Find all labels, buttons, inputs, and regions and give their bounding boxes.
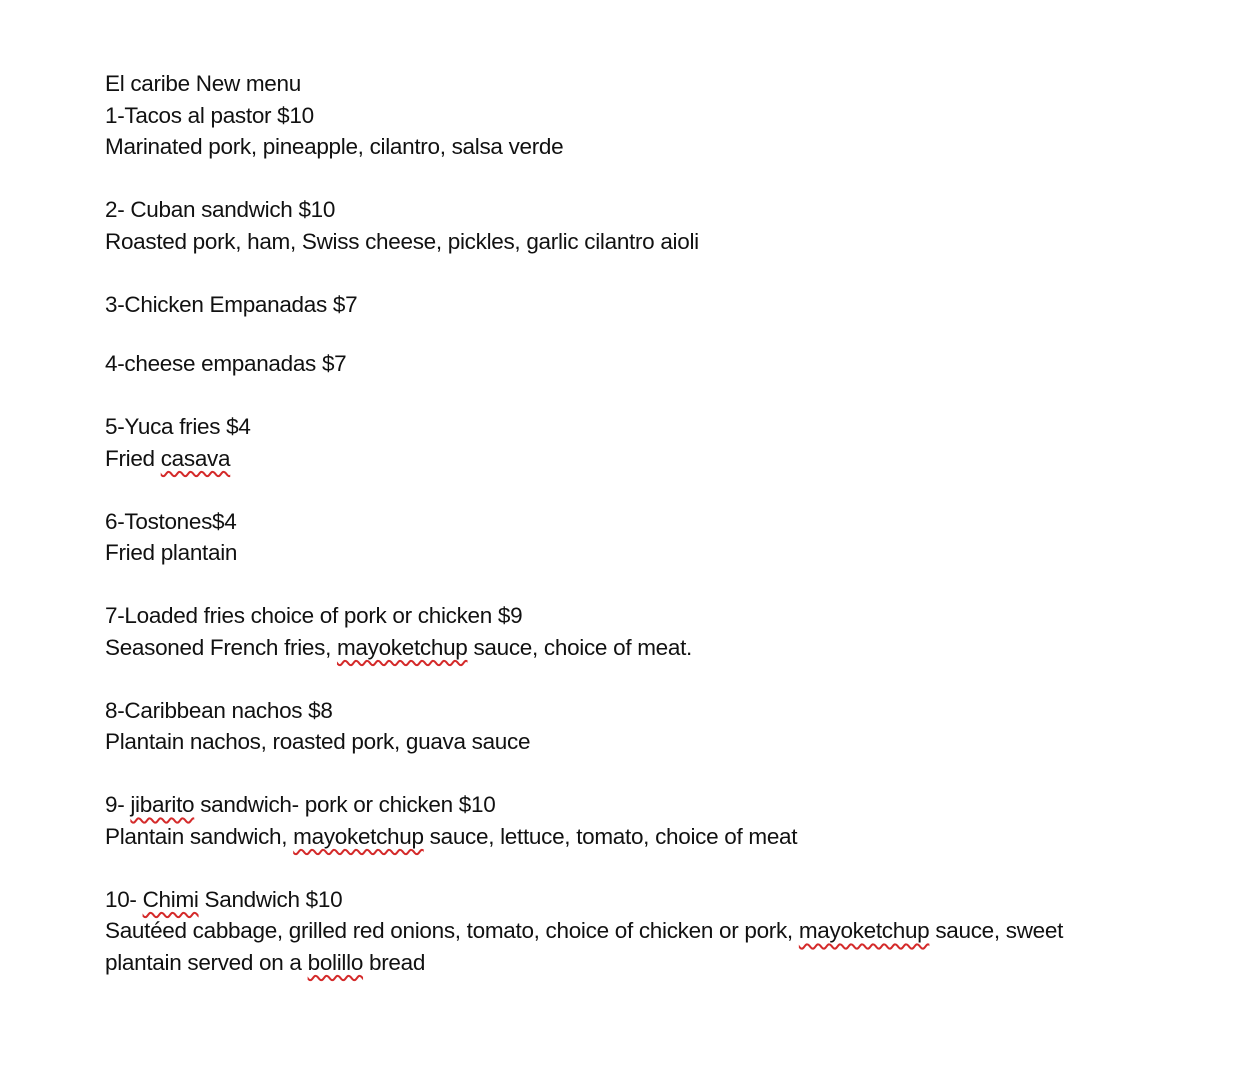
menu-item-10-heading — [105, 884, 1165, 916]
description-text: sauce, lettuce, tomato, choice of meat — [423, 823, 798, 849]
menu-item-4-heading: 4-cheese empanadas $7 — [105, 351, 347, 376]
blank-line — [105, 163, 1165, 195]
menu-item-2-heading: 2- Cuban sandwich $10 — [105, 197, 336, 222]
misspelled-word[interactable]: casava — [160, 445, 231, 471]
misspelled-word[interactable]: mayoketchup — [798, 918, 930, 943]
misspelled-word[interactable]: jibarito — [130, 792, 195, 817]
menu-item-7-description — [105, 632, 1165, 664]
menu-item-6-heading: 6-Tostones$4 — [105, 508, 237, 534]
menu-item-10-description-line-1 — [105, 915, 1165, 947]
heading-text: 9- — [105, 792, 131, 817]
misspelled-word[interactable]: Chimi — [142, 886, 199, 912]
misspelled-word[interactable]: bolillo — [307, 949, 364, 975]
menu-item-1-heading: 1-Tacos al pastor $10 — [105, 102, 314, 128]
menu-item-9-heading — [105, 789, 1165, 821]
description-text: Sautéed cabbage, grilled red onions, tomato, choice of chicken or pork, — [105, 918, 799, 943]
blank-line — [105, 257, 1165, 289]
blank-line — [105, 474, 1165, 506]
menu-item-8-heading: 8-Caribbean nachos $8 — [105, 697, 333, 723]
menu-item-3-heading: 3-Chicken Empanadas $7 — [105, 291, 358, 317]
menu-item-10-description-line-2 — [105, 947, 1165, 979]
menu-item-5-heading: 5-Yuca fries $4 — [105, 414, 251, 439]
menu-item-7-heading: 7-Loaded fries choice of pork or chicken $9 — [105, 603, 523, 628]
blank-line — [105, 663, 1165, 695]
heading-text: sandwich- pork or chicken $10 — [194, 792, 496, 817]
description-text: bread — [363, 949, 426, 975]
heading-text: Sandwich $10 — [198, 886, 343, 912]
description-text: Plantain sandwich, — [105, 823, 294, 849]
blank-line — [105, 758, 1165, 790]
description-text: sauce, choice of meat. — [467, 634, 692, 660]
menu-item-6-description: Fried plantain — [105, 540, 238, 565]
menu-item-5-description — [105, 443, 1165, 475]
menu-item-9-description — [105, 821, 1165, 853]
menu-item-1-description: Marinated pork, pineapple, cilantro, salsa verde — [105, 134, 564, 159]
misspelled-word[interactable]: mayoketchup — [293, 823, 424, 849]
menu-document — [105, 68, 1165, 978]
blank-line — [105, 380, 1165, 412]
menu-item-8-description: Plantain nachos, roasted pork, guava sauce — [105, 729, 531, 754]
menu-item-2-description: Roasted pork, ham, Swiss cheese, pickles, garlic cilantro aioli — [105, 228, 699, 254]
menu-title: El caribe New menu — [105, 71, 301, 96]
blank-line — [105, 569, 1165, 601]
heading-text: 10- — [105, 886, 143, 912]
blank-line — [105, 852, 1165, 884]
misspelled-word[interactable]: mayoketchup — [336, 634, 468, 660]
description-text: Fried — [105, 445, 161, 471]
description-text: plantain served on a — [105, 949, 308, 975]
blank-line — [105, 320, 1165, 348]
description-text: sauce, sweet — [929, 918, 1064, 943]
description-text: Seasoned French fries, — [105, 634, 337, 660]
